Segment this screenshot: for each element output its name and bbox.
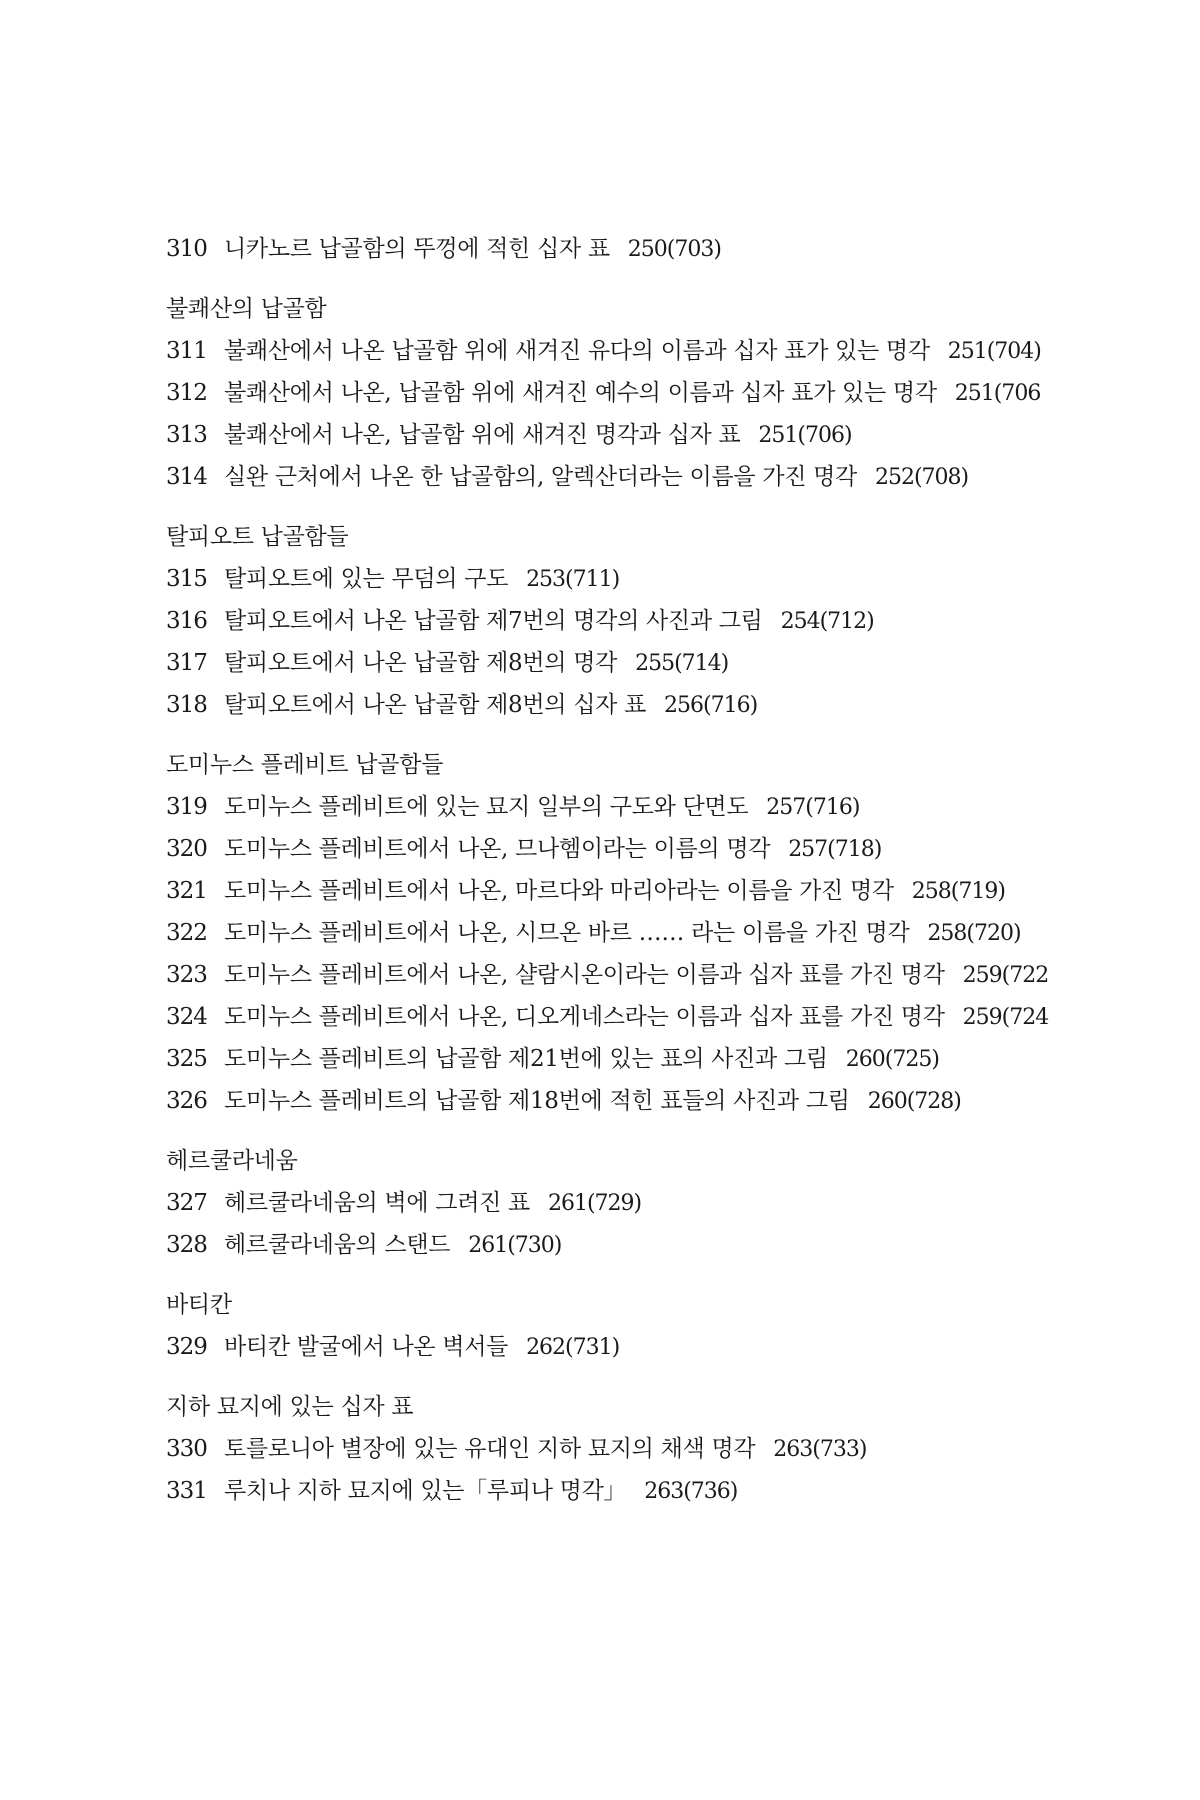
figure-title: 불쾌산에서 나온, 납골함 위에 새겨진 명각과 십자 표 (224, 422, 741, 448)
section-heading: 도미누스 플레비트 납골함들 (166, 752, 444, 778)
figure-number: 324 (166, 1004, 207, 1030)
figure-entry (166, 786, 1166, 828)
figure-entry (166, 1182, 1166, 1224)
page-reference: 250(703) (627, 237, 721, 262)
page-reference: 255(714) (635, 651, 729, 676)
figure-entry (166, 912, 1166, 954)
figure-entry (166, 954, 1166, 996)
figure-title: 도미누스 플레비트에 있는 묘지 일부의 구도와 단면도 (224, 794, 749, 820)
figure-title: 도미누스 플레비트에서 나온, 마르다와 마리아라는 이름을 가진 명각 (224, 878, 894, 904)
figure-title: 도미누스 플레비트에서 나온, 디오게네스라는 이름과 십자 표를 가진 명각 (224, 1004, 945, 1030)
page-reference: 251(706 (954, 381, 1041, 406)
section-heading: 바티칸 (166, 1292, 232, 1318)
figure-number: 322 (166, 920, 207, 946)
page-reference: 261(729) (547, 1191, 642, 1216)
figure-title: 헤르쿨라네움의 벽에 그려진 표 (224, 1190, 530, 1216)
figure-entry (166, 642, 1166, 684)
page-reference: 263(733) (773, 1437, 867, 1462)
page-reference: 260(728) (867, 1089, 961, 1114)
section-heading: 불쾌산의 납골함 (166, 296, 327, 322)
page-reference: 260(725) (845, 1047, 939, 1072)
figure-entry (166, 372, 1166, 414)
figure-number: 318 (166, 692, 207, 718)
figure-entry (166, 870, 1166, 912)
figure-title: 도미누스 플레비트에서 나온, 샬람시온이라는 이름과 십자 표를 가진 명각 (224, 962, 945, 988)
figure-entry (166, 996, 1166, 1038)
figure-number: 323 (166, 962, 207, 988)
figure-title: 탈피오트에서 나온 납골함 제8번의 십자 표 (224, 692, 646, 718)
figure-entry (166, 684, 1166, 726)
page-reference: 251(706) (758, 423, 852, 448)
figure-number: 329 (166, 1334, 207, 1360)
figure-title: 니카노르 납골함의 뚜껑에 적힌 십자 표 (224, 236, 610, 262)
figure-title: 불쾌산에서 나온 납골함 위에 새겨진 유다의 이름과 십자 표가 있는 명각 (224, 338, 930, 364)
figure-entry (166, 330, 1166, 372)
figure-entry (166, 414, 1166, 456)
figure-number: 315 (166, 566, 207, 592)
page-reference: 253(711) (526, 567, 620, 592)
figure-number: 327 (166, 1190, 207, 1216)
figure-number: 330 (166, 1436, 207, 1462)
figure-list (166, 228, 1166, 1512)
figure-entry (166, 228, 1166, 270)
figure-number: 331 (166, 1478, 207, 1504)
section-heading: 탈피오트 납골함들 (166, 524, 349, 550)
figure-entry (166, 1470, 1166, 1512)
figure-number: 317 (166, 650, 207, 676)
page-reference: 257(716) (766, 795, 860, 820)
figure-entry (166, 1080, 1166, 1122)
figure-entry (166, 828, 1166, 870)
figure-number: 321 (166, 878, 207, 904)
figure-number: 319 (166, 794, 207, 820)
page-reference: 254(712) (780, 609, 874, 634)
figure-title: 불쾌산에서 나온, 납골함 위에 새겨진 예수의 이름과 십자 표가 있는 명각 (224, 380, 937, 406)
figure-title: 도미누스 플레비트의 납골함 제21번에 있는 표의 사진과 그림 (224, 1046, 828, 1072)
figure-number: 311 (166, 338, 207, 364)
figure-title: 탈피오트에서 나온 납골함 제7번의 명각의 사진과 그림 (224, 608, 763, 634)
figure-title: 헤르쿨라네움의 스탠드 (224, 1232, 451, 1258)
page-reference: 252(708) (874, 465, 969, 490)
page-reference: 259(722 (962, 963, 1049, 988)
figure-number: 312 (166, 380, 207, 406)
page-reference: 251(704) (947, 339, 1041, 364)
figure-number: 325 (166, 1046, 207, 1072)
page-reference: 259(724 (962, 1005, 1049, 1030)
figure-number: 316 (166, 608, 207, 634)
page-reference: 262(731) (526, 1335, 620, 1360)
figure-title: 도미누스 플레비트의 납골함 제18번에 적힌 표들의 사진과 그림 (224, 1088, 850, 1114)
figure-number: 326 (166, 1088, 207, 1114)
figure-entry (166, 558, 1166, 600)
figure-number: 320 (166, 836, 207, 862)
figure-title: 탈피오트에서 나온 납골함 제8번의 명각 (224, 650, 618, 676)
figure-entry (166, 1038, 1166, 1080)
page-reference: 261(730) (468, 1233, 562, 1258)
figure-title: 바티칸 발굴에서 나온 벽서들 (224, 1334, 509, 1360)
figure-title: 도미누스 플레비트에서 나온, 므나헴이라는 이름의 명각 (224, 836, 771, 862)
figure-entry (166, 456, 1166, 498)
figure-number: 310 (166, 236, 207, 262)
figure-entry (166, 600, 1166, 642)
figure-title: 실완 근처에서 나온 한 납골함의, 알렉산더라는 이름을 가진 명각 (224, 464, 857, 490)
figure-title: 탈피오트에 있는 무덤의 구도 (224, 566, 509, 592)
figure-number: 313 (166, 422, 207, 448)
page-reference: 257(718) (788, 837, 882, 862)
figure-number: 328 (166, 1232, 207, 1258)
page-reference: 258(719) (911, 879, 1005, 904)
section-heading: 헤르쿨라네움 (166, 1148, 298, 1174)
page-reference: 263(736) (644, 1479, 738, 1504)
page-reference: 258(720) (927, 921, 1021, 946)
figure-entry (166, 1326, 1166, 1368)
figure-title: 토를로니아 별장에 있는 유대인 지하 묘지의 채색 명각 (224, 1436, 756, 1462)
figure-number: 314 (166, 464, 207, 490)
page-reference: 256(716) (664, 693, 758, 718)
figure-title: 루치나 지하 묘지에 있는「루피나 명각」 (224, 1478, 627, 1504)
figure-entry (166, 1224, 1166, 1266)
section-heading: 지하 묘지에 있는 십자 표 (166, 1394, 414, 1420)
figure-title: 도미누스 플레비트에서 나온, 시므온 바르 …… 라는 이름을 가진 명각 (224, 920, 910, 946)
figure-entry (166, 1428, 1166, 1470)
